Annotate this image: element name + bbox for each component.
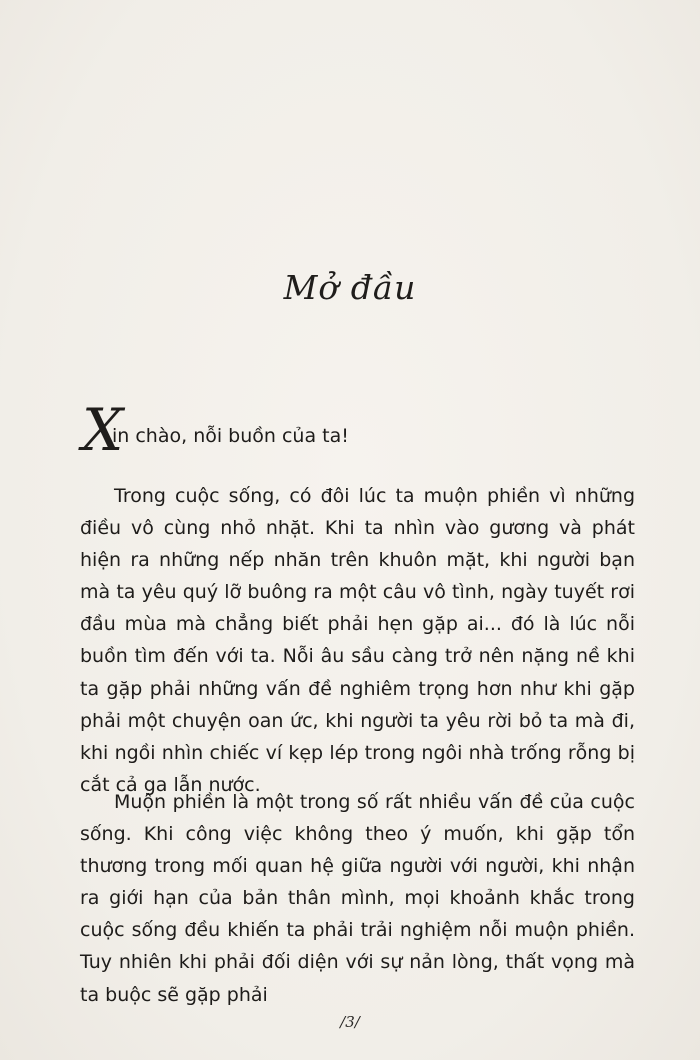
drop-cap: X <box>82 396 124 464</box>
paragraph-1: Trong cuộc sống, có đôi lúc ta muộn phiền vì những điều vô cùng nhỏ nhặt. Khi ta nhìn vào gương và phát hiện ra những nếp nhăn trên khuôn mặt, khi người bạn mà ta yêu quý lỡ buông ra một câu vô tình, ngày tuyết rơi đầu mùa mà chẳng biết phải hẹn gặp ai... đó là lúc nỗi buồn tìm đến với ta. Nỗi âu sầu càng trở nên nặng nề khi ta gặp phải những vấn đề nghiêm trọng hơn như khi gặp phải một chuyện oan ức, khi người ta yêu rời bỏ ta mà đi, khi ngồi nhìn chiếc ví kẹp lép trong ngôi nhà trống rỗng bị cắt cả ga lẫn nước. <box>80 485 635 796</box>
page-number: /3/ <box>340 1013 360 1031</box>
paragraph-2: Muộn phiền là một trong số rất nhiều vấn đề của cuộc sống. Khi công việc không theo ý muốn, khi gặp tổn thương trong mối quan hệ giữa người với người, khi nhận ra giới hạn của bản thân mình, mọi khoảnh khắc trong cuộc sống đều khiến ta phải trải nghiệm nỗi muộn phiền. Tuy nhiên khi phải đối diện với sự nản lòng, thất vọng mà ta buộc sẽ gặp phải <box>80 791 635 1006</box>
salutation-text: in chào, nỗi buồn của ta! <box>112 425 349 447</box>
chapter-title: Mở đầu <box>283 268 417 307</box>
salutation-line <box>82 396 642 466</box>
